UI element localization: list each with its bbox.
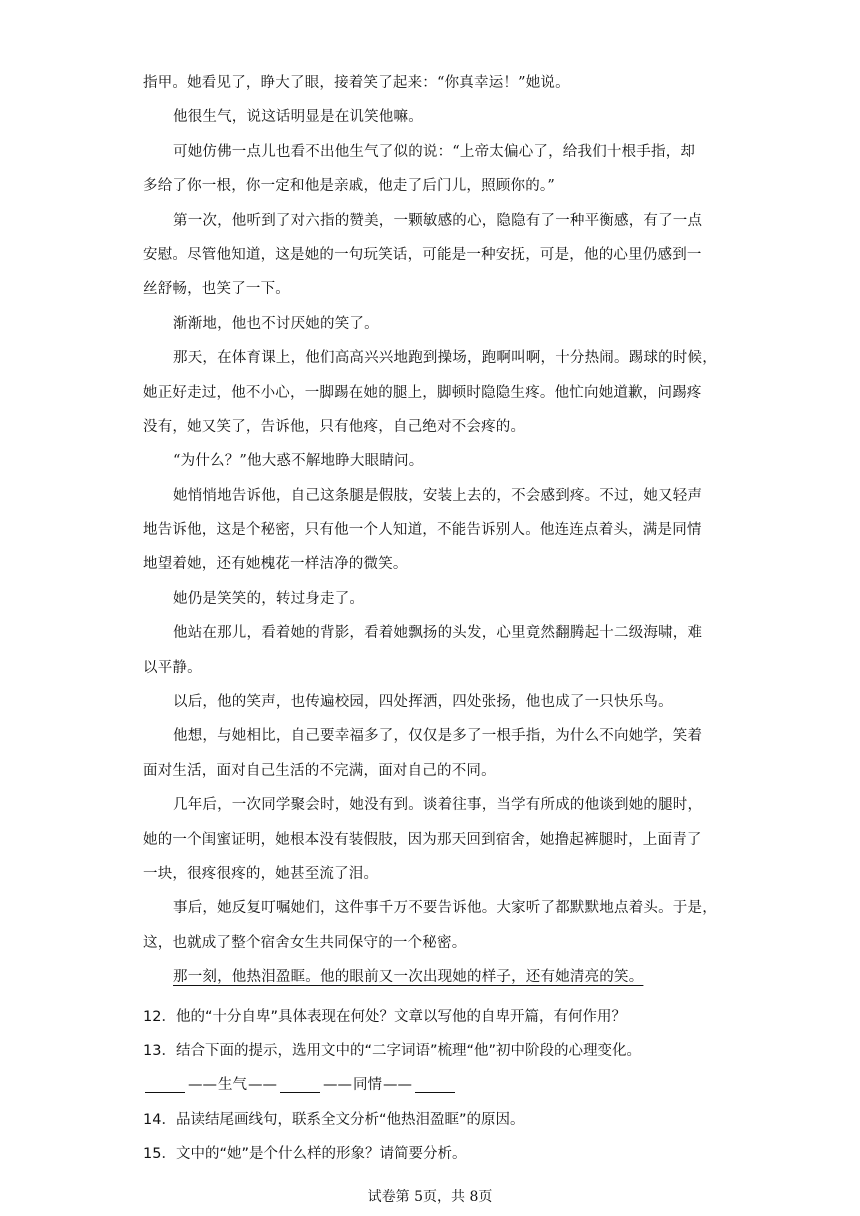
passage-line: 事后，她反复叮嘱她们，这件事千万不要告诉他。大家听了都默默地点着头。于是， <box>173 900 717 917</box>
passage-line: 这，也就成了整个宿舍女生共同保守的一个秘密。 <box>143 934 467 951</box>
question-13: 13．结合下面的提示，选用文中的“二字词语”梳理“他”初中阶段的心理变化。 <box>143 1043 641 1060</box>
answer-blank-1[interactable] <box>145 1078 185 1093</box>
passage-line: 她正好走过，他不小心，一脚踢在她的腿上，脚顿时隐隐生疼。他忙向她道歉，问踢疼 <box>143 384 702 401</box>
hint-word-2: 同情 <box>353 1077 382 1094</box>
passage-line: 几年后，一次同学聚会时，她没有到。谈着往事，当学有所成的他谈到她的腿时， <box>173 797 703 814</box>
question-15: 15．文中的“她”是个什么样的形象？请简要分析。 <box>143 1145 467 1162</box>
passage-line: 多给了你一根，你一定和他是亲戚，他走了后门儿，照顾你的。” <box>143 178 555 195</box>
passage-line: “为什么？”他大惑不解地睁大眼睛问。 <box>173 453 424 470</box>
question-14: 14．品读结尾画线句，联系全文分析“他热泪盈眶”的原因。 <box>143 1111 525 1128</box>
passage-line: 没有，她又笑了，告诉他，只有他疼，自己绝对不会疼的。 <box>143 418 526 435</box>
page-number-footer: 试卷第 5页，共 8页 <box>367 1189 493 1205</box>
passage-line: 一块，很疼很疼的，她甚至流了泪。 <box>143 865 379 882</box>
passage-line: 渐渐地，他也不讨厌她的笑了。 <box>173 315 379 332</box>
question-12: 12．他的“十分自卑”具体表现在何处？文章以写他的自卑开篇，有何作用？ <box>143 1009 626 1025</box>
dash: —— <box>248 1077 277 1094</box>
passage-line: 地告诉他，这是个秘密，只有他一个人知道，不能告诉别人。他连连点着头，满是同情 <box>143 522 702 539</box>
passage-line: 地望着她，还有她槐花一样洁净的微笑。 <box>143 556 408 573</box>
passage-line: 指甲。她看见了，睁大了眼，接着笑了起来：“你真幸运！”她说。 <box>143 75 570 91</box>
reading-passage <box>143 66 723 995</box>
passage-line: 她悄悄地告诉他，自己这条腿是假肢，安装上去的，不会感到疼。不过，她又轻声 <box>173 487 703 504</box>
passage-line: 她的一个闺蜜证明，她根本没有装假肢，因为那天回到宿舍，她撸起裤腿时，上面青了 <box>143 831 702 848</box>
answer-blank-3[interactable] <box>415 1078 455 1093</box>
passage-line: 可她仿佛一点儿也看不出他生气了似的说：“上帝太偏心了，给我们十根手指，却 <box>173 143 696 160</box>
passage-line: 她仍是笑笑的，转过身走了。 <box>173 590 365 607</box>
passage-line: 他想，与她相比，自己要幸福多了，仅仅是多了一根手指，为什么不向她学，笑着 <box>173 728 703 745</box>
passage-line: 以后，他的笑声，也传遍校园，四处挥洒，四处张扬，他也成了一只快乐鸟。 <box>173 694 673 711</box>
passage-line: 第一次，他听到了对六指的赞美，一颗敏感的心，隐隐有了一种平衡感，有了一点 <box>173 212 703 229</box>
passage-line: 他站在那儿，看着她的背影，看着她飘扬的头发，心里竟然翻腾起十二级海啸，难 <box>173 625 703 642</box>
hint-word-1: 生气 <box>218 1077 247 1094</box>
question-13-answer-blanks <box>143 1068 723 1102</box>
dash: —— <box>188 1077 217 1094</box>
passage-line: 他很生气，说这话明显是在讥笑他嘛。 <box>173 109 423 126</box>
passage-line: 丝舒畅，也笑了一下。 <box>143 281 290 298</box>
passage-line: 面对生活，面对自己生活的不完满，面对自己的不同。 <box>143 762 496 779</box>
passage-line: 那天，在体育课上，他们高高兴兴地跑到操场，跑啊叫啊，十分热闹。踢球的时候， <box>173 350 717 367</box>
passage-line: 安慰。尽管他知道，这是她的一句玩笑话，可能是一种安抚，可是，他的心里仍感到一 <box>143 246 702 263</box>
question-list <box>143 1000 723 1171</box>
underlined-ending-sentence <box>143 960 723 994</box>
dash: —— <box>323 1077 352 1094</box>
underlined-text: 那一刻，他热泪盈眶。他的眼前又一次出现她的样子，还有她清亮的笑。 <box>173 969 644 986</box>
answer-blank-2[interactable] <box>280 1078 320 1093</box>
passage-line: 以平静。 <box>143 659 202 676</box>
dash: —— <box>383 1077 412 1094</box>
